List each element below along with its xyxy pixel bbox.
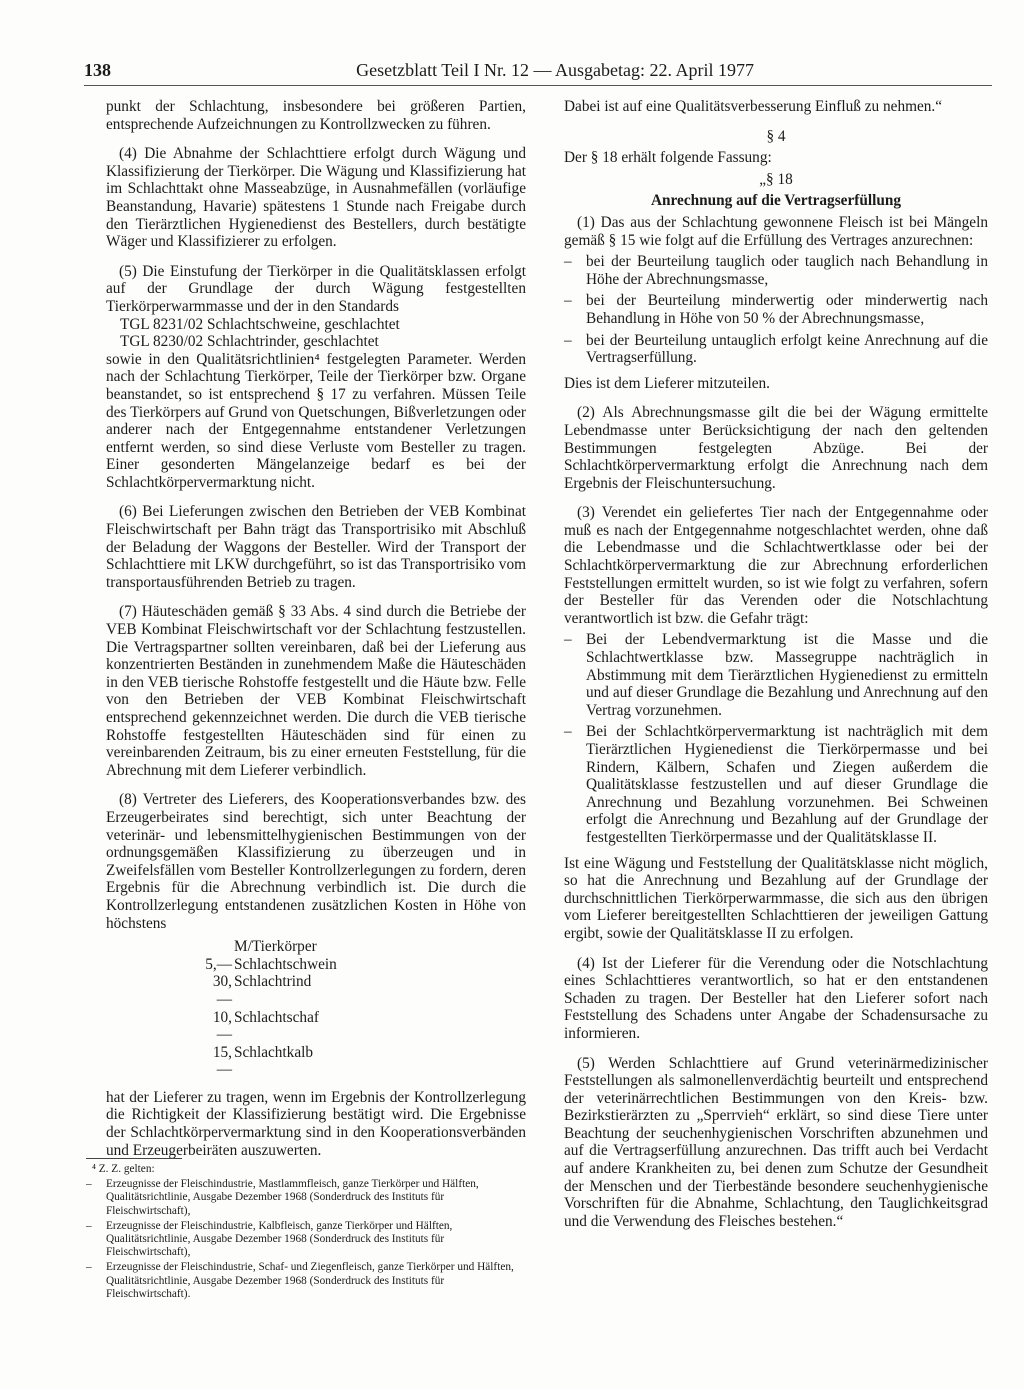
fee-amount: 5,— (205, 955, 232, 973)
fee-table-header (202, 938, 526, 956)
paragraph: (7) Häuteschäden gemäß § 33 Abs. 4 sind durch die Betriebe der VEB Kombinat Fleischwirtschaft vor der Schlachtung festzustellen. Die Vertragspartner sollten vereinbaren, daß bei der Lieferung aus konzentrierten Beständen in zunehmendem Maße die Häuteschäden in den VEB tierische Rohstoffe festgestellt und die Häute bzw. Felle von den Betrieben der VEB Kombinat Fleischwirtschaft entsprechend gekennzeichnet werden. Die durch die VEB tierische Rohstoffe festgestellten Häuteschäden sind für einen zu vereinbarenden Zeitraum, bis zu einer erneuten Feststellung, für die Abrechnung mit dem Lieferer verbindlich. (106, 603, 526, 779)
fee-label: Schlachtschwein (234, 955, 337, 973)
fee-label: Schlachtschaf (234, 1008, 319, 1026)
paragraph: sowie in den Qualitätsrichtlinien⁴ festgelegten Parameter. Werden nach der Schlachtung Tierkörper, Teile der Tierkörper bzw. Organe beanstandet, so ist entsprechend § 17 zu verfahren. Müssen Teile des Tierkörpers auf Grund von Quetschungen, Bißverletzungen oder anderer nach der Entgegennahme entstandener Verletzungen entfernt werden, so sind diese Verluste vom Besteller zu tragen. Einer gesonderten Mängelanzeige bedarf es bei der Schlachtkörpervermarktung nicht. (106, 350, 526, 491)
paragraph: Ist eine Wägung und Feststellung der Qualitätsklasse nicht möglich, so hat die Anrechnung und Bezahlung auf der Grundlage der durchschnittlichen Tierkörperwarmmasse, die sich aus den übrigen vom Lieferer bereitgestellten Schlachttieren der jeweiligen Gattung ergibt, sowie der Qualitätsklasse II zu erfolgen. (564, 854, 988, 942)
fee-row (202, 973, 526, 1008)
footnote-text: Erzeugnisse der Fleischindustrie, Mastlammfleisch, ganze Tierkörper und Hälften, Qualitätsrichtlinie, Ausgabe Dezember 1968 (Sonderdruck des Instituts für Fleischwirtschaft), (106, 1178, 479, 1217)
footnote-text: Erzeugnisse der Fleischindustrie, Kalbfleisch, ganze Tierkörper und Hälften, Qualitätsrichtlinie, Ausgabe Dezember 1968 (Sonderdruck des Instituts für Fleischwirtschaft), (106, 1219, 453, 1259)
paragraph: (4) Ist der Lieferer für die Verendung oder die Notschlachtung eines Schlachttieres verantwortlich, so hat er den entstandenen Schaden zu tragen. Der Besteller hat den Lieferer sofort nach Feststellung des Schadens unter Angabe der Schadensursache zu informieren. (564, 954, 988, 1042)
footnote-item (86, 1220, 526, 1260)
fee-table (202, 938, 526, 1079)
fee-row (202, 1009, 526, 1044)
paragraph: (5) Die Einstufung der Tierkörper in die Qualitätsklassen erfolgt auf der Grundlage der durch Wägung festgestellten Tierkörperwarmmasse und der in den Standards (106, 262, 526, 315)
right-column (564, 98, 988, 1242)
list-item-text: bei der Beurteilung tauglich oder tauglich nach Behandlung in Höhe der Abrechnungsmasse, (586, 253, 988, 288)
footnote-rule (86, 1158, 182, 1159)
dash-list (564, 631, 988, 846)
fee-amount: 10,— (212, 1008, 232, 1044)
list-item-text: Bei der Schlachtkörpervermarktung ist nachträglich mit dem Tierärztlichen Hygienedienst die Tierkörpermasse und bei Rindern, Kälbern, Schafen und Ziegen außerdem die Qualitätsklasse festzustellen und auf dieser Grundlage die Anrechnung und Bezahlung vorzunehmen. Bei Schweinen erfolgt die Anrechnung und Bezahlung auf der Grundlage der festgestellten Tierkörpermasse und der Qualitätsklasse II. (586, 723, 988, 846)
footnote-text: Erzeugnisse der Fleischindustrie, Schaf- und Ziegenfleisch, ganze Tierkörper und Hälften, Qualitätsrichtlinie, Ausgabe Dezember 1968 (Sonderdruck des Instituts für Fleischwirtschaft). (106, 1261, 514, 1300)
page-header (84, 60, 754, 84)
fee-label: Schlachtkalb (234, 1043, 314, 1061)
fee-label: Schlachtrind (234, 973, 312, 991)
paragraph: (2) Als Abrechnungsmasse gilt die bei der Wägung ermittelte Lebendmasse unter Berücksichtigung der nach den geltenden Bestimmungen festgelegten Abzüge. Bei der Schlachtkörpervermarktung erfolgt die Anrechnung nach dem Ergebnis der Fleischuntersuchung. (564, 404, 988, 492)
paragraph: Dies ist dem Lieferer mitzuteilen. (564, 374, 771, 392)
paragraph: (3) Verendet ein geliefertes Tier nach der Entgegennahme oder muß es nach der Entgegennahme notgeschlachtet werden, ohne daß die Lebendmasse und die Schlachtwertklasse oder bei der Schlachtkörpervermarktung die zur Abrechnung erforderlichen Feststellungen ermittelt wurden, so ist wie folgt zu verfahren, sofern der Besteller für das Verenden oder die Notschlachtung verantwortlich ist bzw. die Gefahr trägt: (564, 504, 988, 627)
list-item-text: bei der Beurteilung minderwertig oder minderwertig nach Behandlung in Höhe von 50 % der Abrechnungsmasse, (586, 292, 988, 327)
footnote-item (86, 1178, 526, 1218)
list-item: – bei der Beurteilung tauglich oder tauglich nach Behandlung in Höhe der Abrechnungsmasse, (564, 253, 988, 288)
paragraph: (1) Das aus der Schlachtung gewonnene Fleisch ist bei Mängeln gemäß § 15 wie folgt auf die Erfüllung des Vertrages anzurechnen: (564, 213, 988, 249)
paragraph: (5) Werden Schlachttiere auf Grund veterinärmedizinischer Feststellungen als salmonellenverdächtig beurteilt und entsprechend der veterinärrechtlichen Bestimmungen von den Kreis- bzw. Bezirkstierärzten zu „Sperrvieh“ erklärt, so sind diese Tiere unter Beachtung der seuchenhygienischen Vorschriften abzunehmen und auf die Vertragserfüllung anzurechnen. Das trifft auch bei Verdacht auf andere Krankheiten zu, bei denen zum Schutze der Gesundheit der Menschen und der Tierbestände besondere seuchenhygienische Vorschriften für die Abnahme, Schlachtung, den Tauglichkeitsgrad und die Verwendung des Fleisches bestehen.“ (564, 1054, 988, 1230)
standard-item: TGL 8231/02 Schlachtschweine, geschlachtet (120, 315, 400, 333)
left-column (106, 98, 526, 1171)
standards-list (106, 316, 526, 351)
list-item: – bei der Beurteilung minderwertig oder minderwertig nach Behandlung in Höhe von 50 % der Abrechnungsmasse, (564, 292, 988, 327)
list-item: – Bei der Lebendvermarktung ist die Masse und die Schlachtwertklasse bzw. Massegruppe nachträglich in Abstimmung mit dem Tierärztlichen Hygienedienst zu ermitteln und auf dieser Grundlage die Bezahlung und Anrechnung auf den Vertrag vorzunehmen. (564, 631, 988, 719)
paragraph: hat der Lieferer zu tragen, wenn im Ergebnis der Kontrollzerlegung die Richtigkeit der Klassifizierung bestätigt wird. Die Ergebnisse der Schlachtkörpervermarktung sind in den Kooperationsverbänden und Erzeugerbeiräten auszuwerten. (106, 1088, 526, 1159)
fee-row (202, 956, 526, 974)
section-title: Anrechnung auf die Vertragserfüllung (650, 192, 901, 210)
dash-marker: – (86, 1178, 92, 1191)
page-number: 138 (84, 60, 111, 80)
footnote-item (86, 1261, 526, 1301)
list-item-text: bei der Beurteilung untauglich erfolgt keine Anrechnung auf die Vertragserfüllung. (586, 331, 988, 367)
list-item: – Bei der Schlachtkörpervermarktung ist nachträglich mit dem Tierärztlichen Hygienedienst die Tierkörpermasse und bei Rindern, Kälbern, Schafen und Ziegen außerdem die Qualitätsklasse festzustellen und auf dieser Grundlage die Anrechnung und Bezahlung vorzunehmen. Bei Schweinen erfolgt die Anrechnung und Bezahlung auf der Grundlage der festgestellten Tierkörpermasse und der Qualitätsklasse II. (564, 723, 988, 846)
header-rule (84, 85, 992, 86)
dash-marker: – (86, 1219, 92, 1232)
list-item-text: Bei der Lebendvermarktung ist die Masse und die Schlachtwertklasse bzw. Massegruppe nachträglich in Abstimmung mit dem Tierärztlichen Hygienedienst zu ermitteln und auf dieser Grundlage die Bezahlung und Anrechnung auf den Vertrag vorzunehmen. (586, 631, 988, 719)
paragraph: punkt der Schlachtung, insbesondere bei größeren Partien, entsprechende Aufzeichnungen zu Kontrollzwecken zu führen. (106, 98, 526, 133)
standard-item: TGL 8230/02 Schlachtrinder, geschlachtet (120, 333, 379, 351)
paragraph: (6) Bei Lieferungen zwischen den Betrieben der VEB Kombinat Fleischwirtschaft per Bahn trägt das Transportrisiko mit Abschluß der Beladung der Waggons der Besteller. Wird der Transport der Schlachttiere mit LKW durchgeführt, so ist das Transportrisiko vom transportausführenden Betrieb zu tragen. (106, 503, 526, 591)
list-item: – bei der Beurteilung untauglich erfolgt keine Anrechnung auf die Vertragserfüllung. (564, 331, 988, 367)
fee-amount: 30,— (212, 973, 232, 1008)
fee-amount: 15,— (212, 1043, 232, 1079)
paragraph: (8) Vertreter des Lieferers, des Kooperationsverbandes bzw. des Erzeugerbeirates sind berechtigt, sich unter Beachtung der veterinär- und lebensmittelhygienischen Bestimmungen von der ordnungsgemäßen Klassifizierung zu überzeugen und in Zweifelsfällen vom Besteller Kontrollzerlegungen zu fordern, deren Ergebnis für die Abrechnung verbindlich ist. Die durch die Kontrollzerlegung entstandenen zusätzlichen Kosten in Höhe von höchstens (106, 791, 526, 932)
footnotes (86, 1163, 526, 1301)
paragraph: Der § 18 erhält folgende Fassung: (564, 149, 772, 167)
paragraph: (4) Die Abnahme der Schlachttiere erfolgt durch Wägung und Klassifizierung der Tierkörper. Die Wägung und Klassifizierung hat im Schlachttakt ohne Masseabzüge, in Ausnahmefällen (vorläufige Beanstandung, Havarie) spätestens 1 Stunde nach Freigabe durch den Tierärztlichen Hygienedienst des Bestellers, durch bestätigte Wäger und Klassifizierer zu erfolgen. (106, 145, 526, 251)
fee-unit: M/Tierkörper (234, 938, 317, 956)
dash-marker: – (86, 1261, 92, 1274)
section-number: „§ 18 (759, 170, 793, 188)
header-title: Gesetzblatt Teil I Nr. 12 — Ausgabetag: 22. April 1977 (356, 60, 754, 80)
footnote-heading: ⁴ Z. Z. gelten: (92, 1163, 155, 1175)
dash-list (564, 253, 988, 367)
fee-row (202, 1044, 526, 1079)
section-number: § 4 (766, 127, 786, 145)
paragraph: Dabei ist auf eine Qualitätsverbesserung Einfluß zu nehmen.“ (564, 98, 943, 115)
